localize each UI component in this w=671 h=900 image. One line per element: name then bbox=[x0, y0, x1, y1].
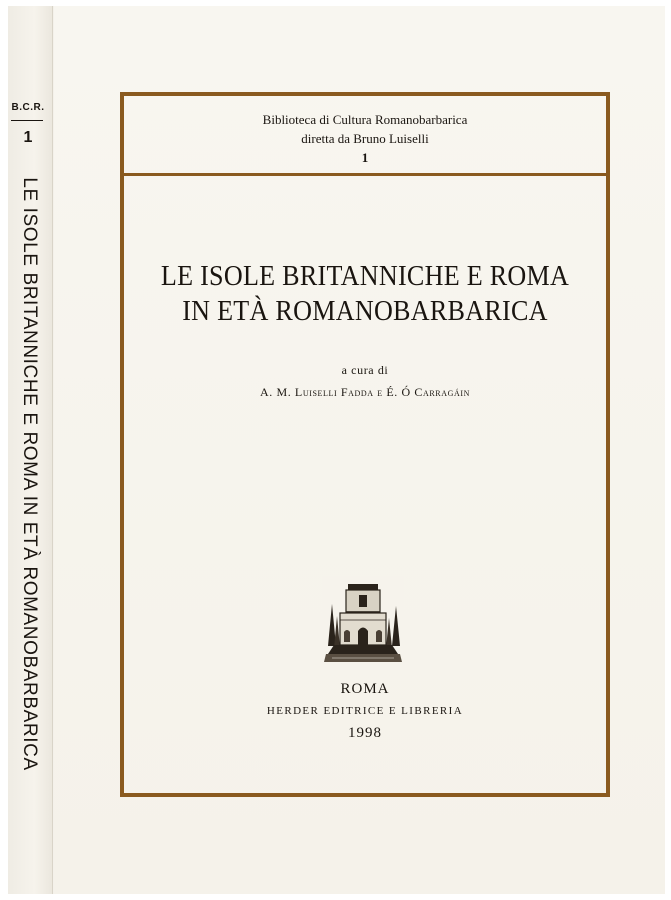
series-name: Biblioteca di Cultura Romanobarbarica bbox=[262, 112, 468, 127]
title-line-2: IN ETÀ ROMANOBARBARICA bbox=[182, 295, 548, 327]
title-line-1: LE ISOLE BRITANNICHE E ROMA bbox=[160, 260, 570, 292]
book-spine bbox=[8, 6, 53, 894]
imprint-block bbox=[124, 678, 606, 744]
book-scan bbox=[8, 6, 665, 894]
header-divider bbox=[124, 173, 606, 176]
publisher-name: HERDER EDITRICE E LIBRERIA bbox=[266, 705, 464, 717]
series-number: 1 bbox=[361, 150, 369, 165]
front-cover bbox=[54, 6, 665, 894]
series-header bbox=[124, 110, 606, 167]
publication-year: 1998 bbox=[348, 725, 382, 741]
spine-series-code: B.C.R. bbox=[11, 102, 45, 113]
cover-frame bbox=[120, 92, 610, 797]
book-title bbox=[148, 259, 582, 329]
editors-block bbox=[124, 359, 606, 403]
editor-names: A. M. Luiselli Fadda e É. Ó Carragáin bbox=[260, 385, 470, 399]
spine-title: LE ISOLE BRITANNICHE E ROMA IN ETÀ ROMANOBARBARICA bbox=[19, 177, 40, 771]
spine-volume-number: 1 bbox=[23, 129, 33, 146]
spine-divider bbox=[11, 120, 43, 121]
publisher-city: ROMA bbox=[340, 681, 390, 697]
series-director: diretta da Bruno Luiselli bbox=[301, 131, 429, 146]
mausoleum-engraving-icon bbox=[322, 576, 404, 672]
editor-intro: a cura di bbox=[341, 363, 389, 377]
